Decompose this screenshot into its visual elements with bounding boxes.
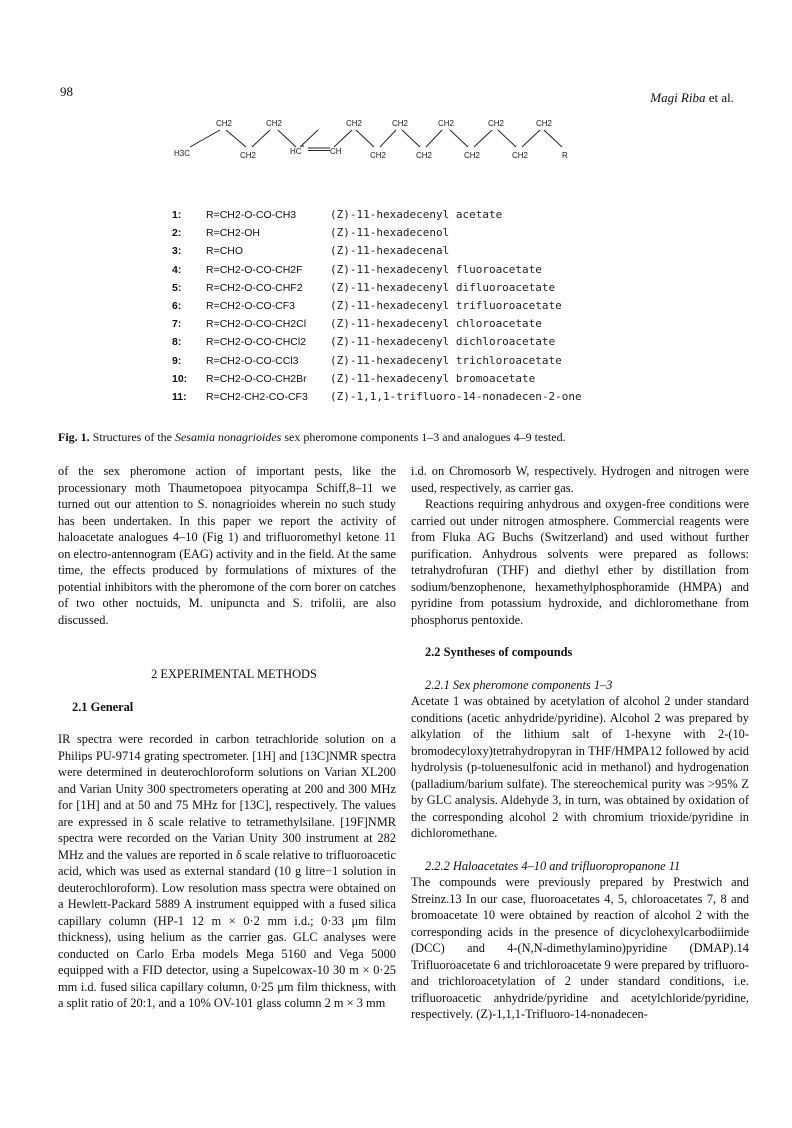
intro-paragraph: of the sex pheromone action of important pests, like the processionary moth Thaumetopoea pityocampa Schiff,8–11 we turned out our attention to S. nonagrioides wherein no such study has been undertaken. In this paper we report the activity of haloacetate analogues 4–10 (Fig 1) and trifluoromethyl ketone 11 on electro-antennogram (EAG) activity and in the field. At the same time, the effects produced by formulations of mixtures of the potential inhibitors with the pheromone of the corn borer on catches of two other noctuids, M. unipuncta and S. trifolii, are also discussed. (58, 464, 396, 627)
compound-formula: R=CH2-O-CO-CCl3 (206, 354, 299, 367)
chain-label: CH (330, 147, 342, 156)
chain-label: H3C (174, 149, 191, 158)
running-header (650, 90, 734, 106)
compound-formula: R=CHO (206, 245, 244, 258)
compound-number: 4: (172, 263, 182, 276)
compound-name: (Z)-11-hexadecenol (330, 226, 450, 240)
chain-label: CH2 (438, 119, 455, 128)
chain-label: CH2 (464, 151, 481, 160)
sex-pheromone-heading: 2.2.1 Sex pheromone components 1–3 (425, 677, 613, 692)
compound-number: 7: (172, 318, 182, 331)
compound-formula: R=CH2-O-CO-CH2F (206, 263, 303, 276)
compound-name: (Z)-11-hexadecenyl trifluoroacetate (330, 298, 562, 312)
chain-label: CH2 (266, 119, 283, 128)
compound-name: (Z)-11-hexadecenyl fluoroacetate (330, 262, 542, 276)
compound-number: 2: (172, 227, 182, 240)
compound-number: 6: (172, 299, 182, 312)
compound-formula: R=CH2-O-CO-CH2Cl (206, 318, 307, 331)
compound-number: 10: (172, 372, 188, 385)
caption-text-after: sex pheromone components 1–3 and analogues 4–9 tested. (284, 430, 566, 444)
reactions-paragraph: Reactions requiring anhydrous and oxygen-free conditions were carried out under nitrogen atmosphere. Commercial reagents were from Fluka AG Buchs (Switzerland) and used without further purification. Anhydrous solvents were prepared as follows: tetrahydrofuran (THF) and diethyl ether by distillation from sodium/benzophenone, hexamethylphosphoramide (HMPA) and pyridine from potassium hydroxide, and dichloromethane from phosphorus pentoxide. (411, 497, 749, 627)
caption-species: Sesamia nonagrioides (174, 430, 282, 444)
chain-label: CH2 (346, 119, 363, 128)
compound-number: 9: (172, 354, 182, 367)
compound-name: (Z)-1,1,1-trifluoro-14-nonadecen-2-one (330, 389, 582, 403)
chain-label: CH2 (240, 151, 257, 160)
syntheses-heading: 2.2 Syntheses of compounds (425, 645, 573, 659)
chain-label: CH2 (416, 151, 433, 160)
compound-number: 8: (172, 336, 182, 349)
caption-label: Fig. 1. (58, 430, 90, 444)
chain-label: CH2 (488, 119, 505, 128)
continuation-paragraph: i.d. on Chromosorb W, respectively. Hydrogen and nitrogen were used, respectively, as carrier gas. (411, 464, 749, 495)
left-column (58, 463, 396, 1012)
compound-name: (Z)-11-hexadecenal (330, 244, 450, 258)
running-suffix: et al. (708, 90, 734, 105)
chain-label: HC (290, 147, 302, 156)
chain-label: CH2 (392, 119, 409, 128)
compound-name: (Z)-11-hexadecenyl chloroacetate (330, 317, 542, 331)
chain-label: CH2 (216, 119, 233, 128)
subsection-heading: 2.1 General (72, 699, 134, 714)
pheromone-chain-structure (170, 114, 590, 178)
compound-formula: R=CH2-O-CO-CHCl2 (206, 336, 307, 349)
compound-number: 11: (172, 390, 187, 403)
compound-formula: R=CH2-O-CO-CF3 (206, 299, 295, 312)
section-heading: 2 EXPERIMENTAL METHODS (151, 667, 317, 681)
chain-label: CH2 (370, 151, 387, 160)
compound-name: (Z)-11-hexadecenyl acetate (330, 208, 503, 221)
compound-number: 1: (172, 209, 182, 221)
compound-name: (Z)-11-hexadecenyl bromoacetate (330, 371, 536, 385)
caption-text-before: Structures of the (92, 430, 172, 444)
running-author: Magi Riba (650, 90, 706, 105)
compound-number: 3: (172, 245, 182, 258)
compound-name: (Z)-11-hexadecenyl difluoroacetate (330, 280, 556, 294)
chain-label: R (562, 151, 568, 160)
general-paragraph: IR spectra were recorded in carbon tetrachloride solution on a Philips PU-9714 grating spectrometer. [1H] and [13C]NMR spectra were determined in deuterochloroform solutions on Varian XL200 and Varian Unity 300 spectrometers operating at 200 and 300 MHz for [1H] and at 50 and 75 MHz for [13C], respectively. The values are expressed in δ scale relative to tetramethylsilane. [19F]NMR spectra were recorded on the Varian Unity 300 instrument at 282 MHz and the values are reported in δ scale relative to trifluoroacetic acid, which was used as external standard (10 g litre−1 solution in deuterochloroform). Low resolution mass spectra were obtained on a Hewlett-Packard 5889 A instrument equipped with a fused silica capillary column (HP-1 12 m × 0·2 mm i.d.; 0·33 μm film thickness), using helium as the carrier gas. GLC analyses were conducted on Carlo Erba models Mega 5160 and Vega 5000 equipped with a FID detector, using a Supelcowax-10 30 m × 0·25 mm i.d. fused silica capillary column, 0·25 μm film thickness, with a split ratio of 20:1, and a 10% OV-101 glass column 2 m × 3 mm (58, 732, 396, 1010)
compound-formula: R=CH2-OH (206, 227, 260, 240)
compound-name: (Z)-11-hexadecenyl dichloroacetate (330, 335, 556, 349)
chain-label: CH2 (512, 151, 529, 160)
compound-formula: R=CH2-O-CO-CH3 (206, 209, 297, 221)
compound-formula: R=CH2-O-CO-CHF2 (206, 281, 303, 294)
compound-name: (Z)-11-hexadecenyl trichloroacetate (330, 353, 562, 367)
compound-formula: R=CH2-O-CO-CH2Br (206, 372, 307, 385)
compound-number: 5: (172, 281, 182, 294)
compound-formula: R=CH2-CH2-CO-CF3 (206, 390, 308, 403)
haloacetates-heading: 2.2.2 Haloacetates 4–10 and trifluoropropanone 11 (425, 858, 681, 873)
sex-pheromone-paragraph: Acetate 1 was obtained by acetylation of alcohol 2 under standard conditions (acetic anhydride/pyridine). Alcohol 2 was prepared by alkylation of the lithium salt of 1-hexyne with 2-(10-bromodecyloxy)tetrahydropyran in THF/HMPA12 followed by acid hydrolysis (p-toluenesulfonic acid in methanol) and hydrogenation (palladium/barium sulfate). The stereochemical purity was >95% Z by GLC analysis. Aldehyde 3, in turn, was obtained by oxidation of the corresponding alcohol 2 with chromium trioxide/pyridine in dichloromethane. (411, 694, 749, 840)
page-number: 98 (60, 84, 73, 99)
figure-caption (58, 430, 738, 445)
right-column (411, 463, 749, 1023)
haloacetates-paragraph: The compounds were previously prepared by Prestwich and Streinz.13 In our case, fluoroacetates 4, 5, chloroacetates 7, 8 and bromoacetate 10 were obtained by reaction of alcohol 2 with the corresponding acids in the presence of dicyclohexylcarbodiimide (DCC) and 4-(N,N-dimethylamino)pyridine (DMAP).14 Trifluoroacetate 6 and trichloroacetate 9 were prepared by trifluoro- and trichloroacetylation of 2 under standard conditions, i.e. trifluoroacetic anhydride/pyridine and acetylchloride/pyridine, respectively. (Z)-1,1,1-Trifluoro-14-nonadecen- (411, 875, 749, 1021)
chain-label: CH2 (536, 119, 553, 128)
